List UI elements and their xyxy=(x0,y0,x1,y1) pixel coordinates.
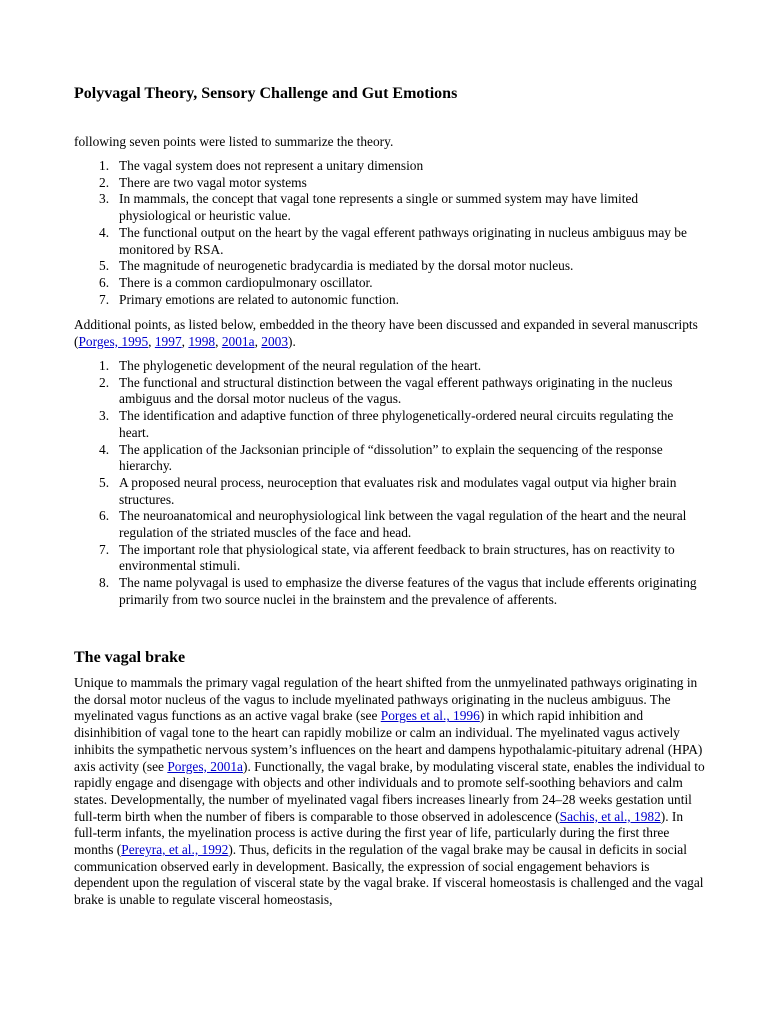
list-item xyxy=(74,542,698,575)
list-item xyxy=(74,575,698,608)
list-item-text: The identification and adaptive function of three phylogenetically-ordered neural circuits regulating the heart. xyxy=(119,408,674,440)
list-number: 3. xyxy=(99,191,110,207)
list-item xyxy=(74,158,698,175)
citation-link-2003[interactable]: 2003 xyxy=(261,333,289,349)
paragraph-text: Unique to mammals the primary vagal regulation of the heart shifted from the unmyelinated pathways originating in the dorsal motor nucleus of the vagus to include myelinated pathways originating in the nucleus ambiguus. The myelinated vagus functions as an active vagal brake (see xyxy=(74,675,698,724)
additional-text-end: ). xyxy=(288,333,296,349)
list-item xyxy=(74,358,698,375)
list-number: 7. xyxy=(99,291,110,307)
list-item xyxy=(74,442,698,475)
list-item xyxy=(74,258,698,275)
list-item-text: In mammals, the concept that vagal tone represents a single or summed system may have limited physiological or heuristic value. xyxy=(119,191,639,224)
citation-link-pereyra-1992[interactable]: Pereyra, et al., 1992 xyxy=(121,842,229,858)
citation-link-2001a[interactable]: 2001a xyxy=(221,333,255,349)
list-item-text: A proposed neural process, neuroception that evaluates risk and modulates vagal output via higher brain structures. xyxy=(119,474,677,507)
list-number: 2. xyxy=(99,174,110,190)
list-item xyxy=(74,175,698,192)
list-item xyxy=(74,225,698,258)
citation-link-1997[interactable]: 1997 xyxy=(154,333,182,349)
list-number: 5. xyxy=(99,474,110,490)
list-item-text: The name polyvagal is used to emphasize the diverse features of the vagus that include efferents originating primarily from two source nuclei in the brainstem and the prevalence of afferents. xyxy=(119,575,697,607)
list-item-text: The neuroanatomical and neurophysiological link between the vagal regulation of the heart and the neural regulation of the striated muscles of the face and head. xyxy=(119,508,687,541)
citation-link-porges-1996[interactable]: Porges et al., 1996 xyxy=(380,708,480,724)
additional-points-paragraph xyxy=(74,317,704,350)
vagal-brake-paragraph xyxy=(74,675,706,909)
paragraph-text: ) in which rapid inhibition and disinhibition of vagal tone to the heart can rapidly mobilize or calm an individual. The myelinated vagus actively inhibits the sympathetic nervous system’s influences on the heart and dampens hypothalamic-pituitary adrenal (HPA) axis activity (see xyxy=(74,708,703,774)
additional-text: Additional points, as listed below, embedded in the theory have been discussed and expanded in several manuscripts ( xyxy=(74,317,698,349)
list-item-text: The vagal system does not represent a unitary dimension xyxy=(119,158,424,173)
page-title: Polyvagal Theory, Sensory Challenge and Gut Emotions xyxy=(74,85,458,102)
list-number: 6. xyxy=(99,274,110,290)
list-item-text: There are two vagal motor systems xyxy=(119,174,307,190)
intro-paragraph: following seven points were listed to summarize the theory. xyxy=(74,134,394,149)
list-item xyxy=(74,508,698,541)
section-heading-vagal-brake: The vagal brake xyxy=(74,649,186,666)
paragraph-text: ). In full-term infants, the myelination process is active during the first year of life, particularly during the first three months ( xyxy=(74,808,684,858)
citation-link-porges-1995[interactable]: Porges, 1995 xyxy=(78,333,149,349)
citation-separator: , xyxy=(148,333,155,349)
list-number: 1. xyxy=(99,358,110,373)
list-item-text: The important role that physiological state, via afferent feedback to brain structures, has on reactivity to environmental stimuli. xyxy=(119,541,675,574)
paragraph-text: ). Functionally, the vagal brake, by modulating visceral state, enables the individual to rapidly engage and disengage with objects and other individuals and to promote self-soothing behaviors and calm states. Developmentally, the number of myelinated vagal fibers increases linearly from 24–28 weeks gestation until full-term birth when the number of fibers is comparable to those observed in adolescence ( xyxy=(74,758,705,824)
list-number: 1. xyxy=(99,158,110,173)
citation-link-sachis-1982[interactable]: Sachis, et al., 1982 xyxy=(559,808,661,824)
list-item xyxy=(74,275,698,292)
list-item xyxy=(74,475,698,508)
additional-points-list xyxy=(74,358,698,609)
list-item-text: There is a common cardiopulmonary oscillator. xyxy=(119,274,373,290)
list-item-text: The functional output on the heart by the vagal efferent pathways originating in nucleus ambiguus may be monitored by RSA. xyxy=(119,224,687,257)
list-number: 8. xyxy=(99,575,110,591)
list-item xyxy=(74,292,698,309)
list-item-text: The phylogenetic development of the neural regulation of the heart. xyxy=(119,358,482,373)
list-number: 6. xyxy=(99,508,110,524)
list-number: 3. xyxy=(99,408,110,424)
theory-points-list xyxy=(74,158,698,308)
list-number: 4. xyxy=(99,224,110,240)
list-number: 5. xyxy=(99,258,110,274)
paragraph-text: ). Thus, deficits in the regulation of the vagal brake may be causal in deficits in social communication observed early in development. Basically, the expression of social engagement behaviors is dependent upon the regulation of visceral state by the vagal brake. If visceral homeostasis is challenged and the vagal brake is unable to regulate visceral homeostasis, xyxy=(74,842,704,908)
list-number: 4. xyxy=(99,441,110,457)
citation-separator: , xyxy=(254,333,262,349)
citation-link-porges-2001a[interactable]: Porges, 2001a xyxy=(167,758,243,774)
citation-separator: , xyxy=(181,333,189,349)
list-item-text: The magnitude of neurogenetic bradycardia is mediated by the dorsal motor nucleus. xyxy=(119,258,574,274)
citation-link-1998[interactable]: 1998 xyxy=(188,333,216,349)
list-number: 2. xyxy=(99,374,110,390)
list-item xyxy=(74,408,698,441)
list-number: 7. xyxy=(99,541,110,557)
list-item-text: The functional and structural distinction between the vagal efferent pathways originating in the nucleus ambiguus and the dorsal motor nucleus of the vagus. xyxy=(119,374,673,407)
list-item xyxy=(74,191,698,224)
list-item-text: The application of the Jacksonian principle of “dissolution” to explain the sequencing of the response hierarchy. xyxy=(119,441,663,474)
list-item-text: Primary emotions are related to autonomic function. xyxy=(119,291,400,307)
list-item xyxy=(74,375,698,408)
citation-separator: , xyxy=(215,333,222,349)
